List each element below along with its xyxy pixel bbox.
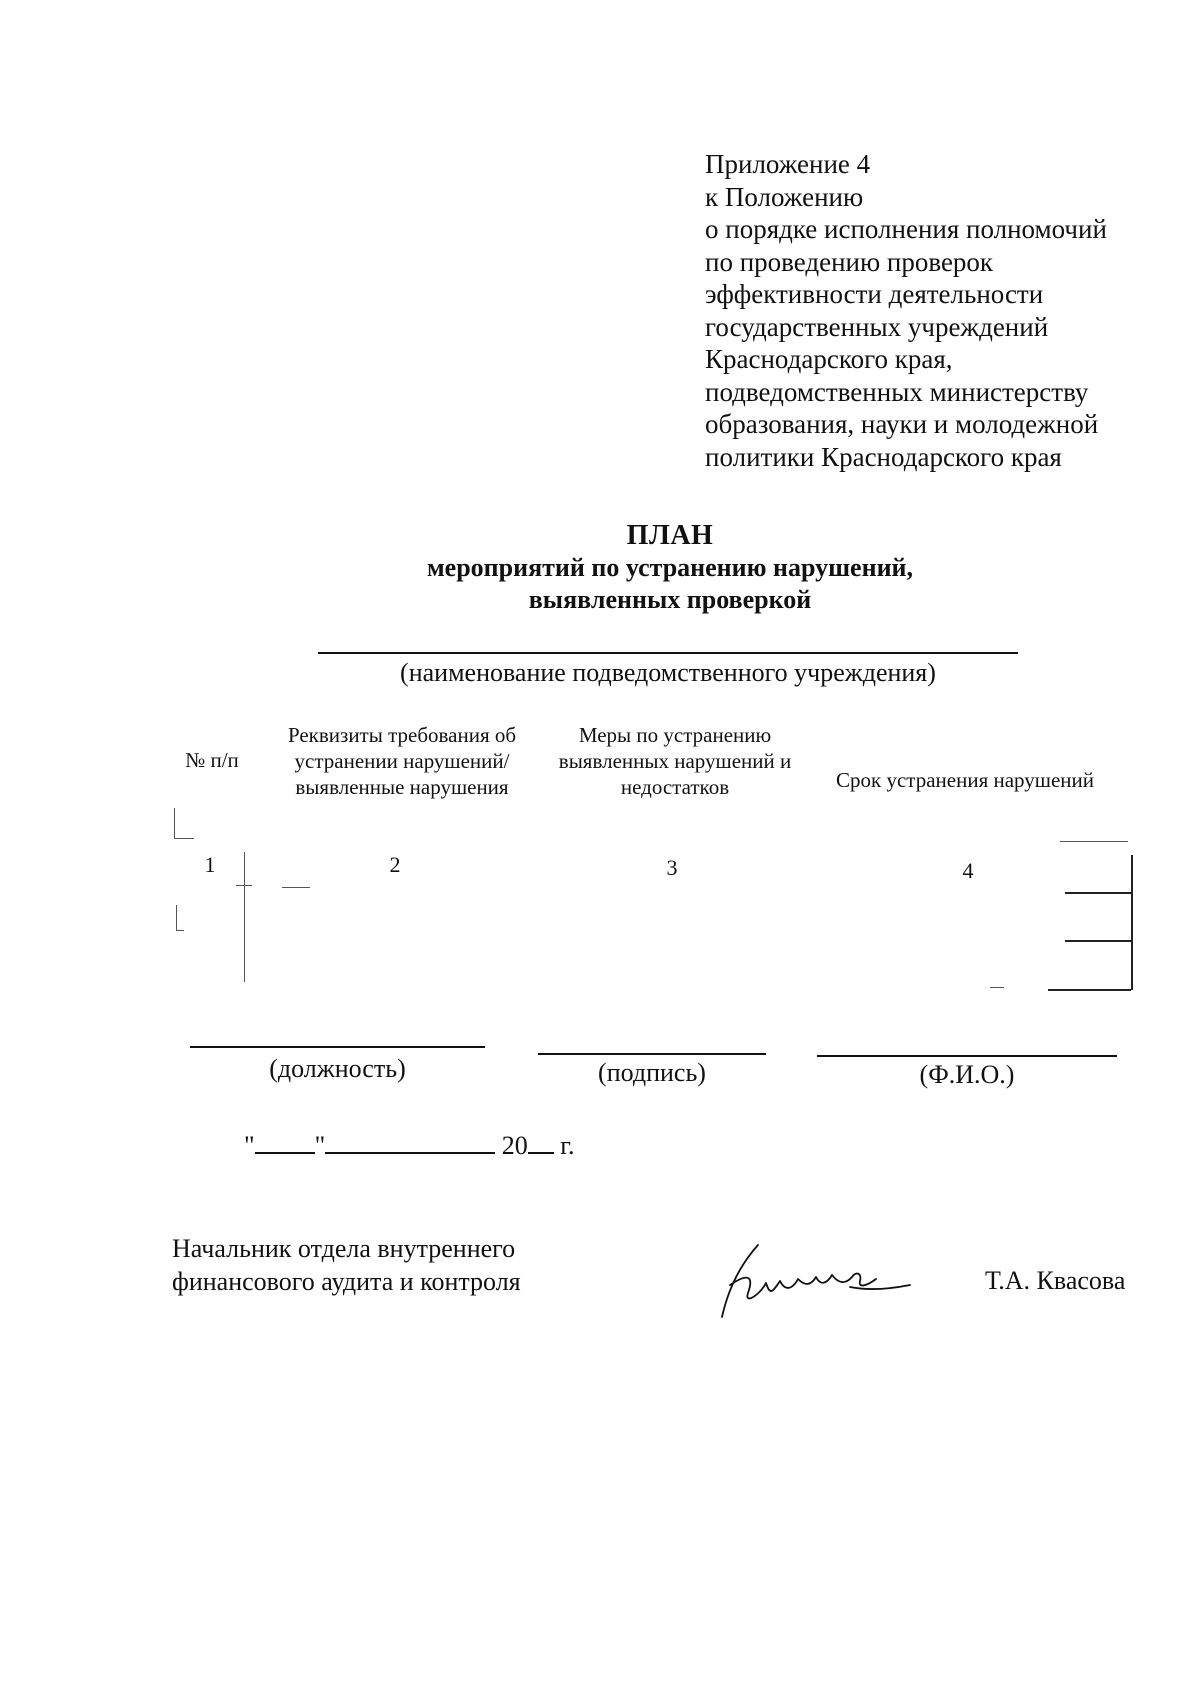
org-name-line xyxy=(318,652,1018,654)
appendix-line: образования, науки и молодежной xyxy=(705,409,1099,439)
title-line-2: выявленных проверкой xyxy=(528,585,812,614)
appendix-line: Краснодарского края, xyxy=(705,344,953,374)
date-line xyxy=(244,1130,574,1161)
col-number-2: 2 xyxy=(389,852,401,877)
title-line-1: мероприятий по устранению нарушений, xyxy=(426,553,914,582)
appendix-line: политики Краснодарского края xyxy=(705,441,1062,472)
table-border-fragment xyxy=(174,838,194,839)
year-suffix: г. xyxy=(560,1131,575,1160)
appendix-line: эффективности деятельности xyxy=(705,279,1044,309)
table-border-fragment xyxy=(1060,841,1128,842)
table-border-fragment xyxy=(176,930,184,931)
footer-position xyxy=(172,1232,521,1298)
position-caption: (должность) xyxy=(269,1054,406,1083)
appendix-line: государственных учреждений xyxy=(705,311,1049,342)
day-blank xyxy=(255,1130,315,1154)
col-number-4: 4 xyxy=(962,858,974,883)
signature-caption: (подпись) xyxy=(598,1058,706,1087)
year-blank xyxy=(528,1130,554,1154)
appendix-line: подведомственных министерству xyxy=(705,376,1089,407)
table-row-line xyxy=(1065,892,1131,894)
date-quote-open: " xyxy=(244,1131,255,1160)
table-border-fragment xyxy=(176,905,177,930)
appendix-line: о порядке исполнения полномочий xyxy=(705,214,1107,244)
position-line xyxy=(190,1046,485,1048)
table-border-fragment xyxy=(174,808,175,838)
table-border-fragment xyxy=(236,885,252,886)
table-border-fragment xyxy=(244,852,245,982)
appendix-line: к Положению xyxy=(705,181,864,212)
date-quote-close: " xyxy=(314,1131,326,1160)
table-row-line xyxy=(1048,989,1131,991)
year-prefix: 20 xyxy=(501,1131,528,1160)
name-caption: (Ф.И.О.) xyxy=(919,1060,1015,1089)
footer-position-line-1: Начальник отдела внутреннего xyxy=(172,1234,516,1263)
signature-line xyxy=(538,1053,766,1055)
table-border-fragment xyxy=(990,987,1004,988)
footer-name: Т.А. Квасова xyxy=(985,1266,1126,1295)
col-number-1: 1 xyxy=(204,852,216,877)
col-number-3: 3 xyxy=(666,855,678,880)
header-measures: Меры по устранению выявленных нарушений и недостатков xyxy=(558,723,792,799)
name-line xyxy=(817,1055,1117,1057)
table-border-fragment xyxy=(282,887,310,888)
month-blank xyxy=(325,1130,495,1154)
footer-position-line-2: финансового аудита и контроля xyxy=(172,1267,521,1296)
handwritten-signature xyxy=(700,1235,920,1325)
document-title xyxy=(300,520,1040,616)
header-number: № п/п xyxy=(185,748,239,772)
header-deadline: Срок устранения нарушений xyxy=(836,768,1094,792)
appendix-line: по проведению проверок xyxy=(705,246,994,277)
title-main: ПЛАН xyxy=(626,520,714,551)
table-row-line xyxy=(1065,940,1131,942)
table-border-right xyxy=(1131,855,1133,990)
appendix-header xyxy=(705,148,1165,473)
org-name-caption: (наименование подведомственного учреждения) xyxy=(400,658,936,687)
appendix-line: Приложение 4 xyxy=(705,149,871,179)
header-requisites: Реквизиты требования об устранении нарушений/выявленные нарушения xyxy=(287,723,517,799)
